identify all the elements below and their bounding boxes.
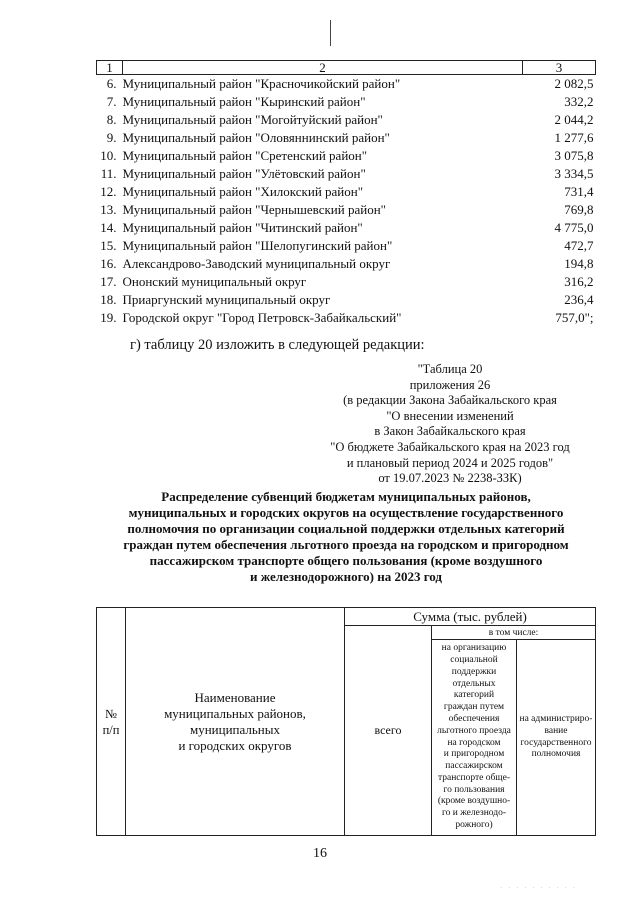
- municipality-name: Муниципальный район "Могойтуйский район": [122, 112, 383, 127]
- column-row-number: [97, 608, 126, 836]
- row-number: 9.: [106, 130, 117, 145]
- column-total: всего: [345, 626, 432, 836]
- text-line: рожного): [455, 820, 493, 831]
- text-line: (в редакции Закона Забайкальского края: [343, 393, 557, 408]
- table-row: [97, 147, 596, 165]
- subvention-amount: 2 082,5: [554, 76, 594, 91]
- text-line: №: [105, 706, 117, 721]
- table-row: [97, 309, 596, 327]
- text-line: полномочия: [531, 749, 581, 760]
- row-number: 6.: [106, 76, 117, 91]
- column-number-1: 1: [97, 61, 123, 75]
- text-line: муниципальных и городских округов на осуществление государственного: [128, 505, 564, 520]
- column-sum-header: Сумма (тыс. рублей): [345, 608, 596, 626]
- text-line: государственного: [520, 737, 592, 748]
- municipality-name: Ононский муниципальный округ: [122, 274, 307, 289]
- text-line: (кроме воздушно-: [437, 796, 511, 807]
- row-number: 19.: [100, 310, 117, 325]
- text-line: го пользования: [443, 784, 505, 795]
- subvention-table-continued: [96, 60, 596, 327]
- column-including-label: в том числе:: [432, 626, 596, 640]
- row-number: 12.: [100, 184, 117, 199]
- table-heading: [96, 489, 596, 585]
- row-number: 15.: [100, 238, 117, 253]
- table-row: [97, 183, 596, 201]
- row-number: 10.: [100, 148, 117, 163]
- text-line: го и железнодо-: [441, 808, 507, 819]
- text-line: от 19.07.2023 № 2238-ЗЗК): [378, 471, 522, 486]
- text-line: транспорте обще-: [437, 772, 510, 783]
- table-row: [97, 75, 596, 94]
- municipality-name: Муниципальный район "Кыринский район": [122, 94, 366, 109]
- text-line: полномочия по организации социальной поддержки отдельных категорий: [127, 521, 565, 536]
- scan-artifact: · · · · · · · · · ·: [500, 884, 578, 892]
- table-body: [97, 75, 596, 328]
- subvention-amount: 2 044,2: [554, 112, 594, 127]
- table-row: [97, 201, 596, 219]
- text-line: граждан путем обеспечения льготного проезда на городском и пригородном: [123, 537, 569, 552]
- text-line: граждан путем: [443, 702, 505, 713]
- text-line: категорий: [453, 690, 495, 701]
- table-row: [97, 129, 596, 147]
- text-line: приложения 26: [409, 377, 491, 392]
- table-row: [97, 219, 596, 237]
- text-line: социальной: [450, 654, 498, 665]
- table-header-row: [97, 61, 596, 75]
- table-row: [97, 255, 596, 273]
- subvention-amount: 731,4: [564, 184, 594, 199]
- table-row: [97, 237, 596, 255]
- text-line: пассажирском транспорте общего пользования (кроме воздушного: [149, 553, 543, 568]
- municipality-name: Городской округ "Город Петровск-Забайкальский": [122, 310, 402, 325]
- row-number: 14.: [100, 220, 117, 235]
- column-social-support: [432, 640, 517, 836]
- top-margin-mark: [330, 20, 331, 46]
- subvention-amount: 1 277,6: [554, 130, 594, 145]
- text-line: вание: [544, 725, 568, 736]
- subvention-amount: 236,4: [564, 292, 594, 307]
- table-20-header: [96, 607, 596, 836]
- text-line: поддержки: [451, 666, 497, 677]
- municipality-name: Муниципальный район "Читинский район": [122, 220, 363, 235]
- table-stamp-block: [300, 362, 600, 487]
- municipality-name: Муниципальный район "Красночикойский район": [122, 76, 401, 91]
- text-line: отдельных: [452, 678, 496, 689]
- text-line: на организацию: [441, 643, 507, 654]
- text-line: и железнодорожного) на 2023 год: [250, 569, 442, 584]
- table-row: [97, 111, 596, 129]
- subvention-amount: 769,8: [564, 202, 594, 217]
- text-line: "Таблица 20: [417, 362, 483, 376]
- table-row: [97, 93, 596, 111]
- row-number: 7.: [106, 94, 117, 109]
- subvention-amount: 472,7: [564, 238, 594, 253]
- municipality-name: Приаргунский муниципальный округ: [122, 292, 331, 307]
- subvention-amount: 194,8: [564, 256, 594, 271]
- text-line: "О бюджете Забайкальского края на 2023 год: [330, 439, 570, 454]
- text-line: обеспечения: [448, 713, 500, 724]
- subvention-amount: 3 334,5: [554, 166, 594, 181]
- text-line: Наименование: [194, 689, 276, 705]
- text-line: и пригородном: [443, 749, 505, 760]
- municipality-name: Муниципальный район "Оловяннинский район": [122, 130, 390, 145]
- text-line: на городском: [447, 737, 501, 748]
- table-row: [97, 291, 596, 309]
- row-number: 18.: [100, 292, 117, 307]
- row-number: 17.: [100, 274, 117, 289]
- row-number: 16.: [100, 256, 117, 271]
- column-administration: [517, 640, 596, 836]
- municipality-name: Муниципальный район "Чернышевский район": [122, 202, 386, 217]
- text-line: "О внесении изменений: [386, 408, 514, 423]
- text-line: муниципальных: [189, 721, 280, 737]
- municipality-name: Муниципальный район "Сретенский район": [122, 148, 368, 163]
- text-line: пассажирском: [445, 761, 503, 772]
- subvention-amount: 757,0";: [555, 310, 594, 325]
- text-line: на администриро-: [519, 713, 593, 724]
- subvention-amount: 332,2: [564, 94, 594, 109]
- text-line: льготного проезда: [437, 725, 511, 736]
- municipality-name: Муниципальный район "Шелопугинский район": [122, 238, 393, 253]
- subvention-amount: 4 775,0: [554, 220, 594, 235]
- table-row: [97, 165, 596, 183]
- municipality-name: Александрово-Заводский муниципальный округ: [122, 256, 391, 271]
- text-line: и городских округов: [178, 737, 292, 753]
- text-line: п/п: [102, 722, 120, 737]
- municipality-name: Муниципальный район "Хилокский район": [122, 184, 364, 199]
- page-number: 16: [313, 846, 327, 861]
- text-line: муниципальных районов,: [164, 705, 306, 721]
- column-municipality-name: [126, 608, 345, 836]
- subvention-amount: 316,2: [564, 274, 594, 289]
- column-number-2: 2: [123, 61, 523, 75]
- row-number: 8.: [106, 112, 117, 127]
- row-number: 13.: [100, 202, 117, 217]
- table-row: [97, 273, 596, 291]
- subvention-amount: 3 075,8: [554, 148, 594, 163]
- text-line: в Закон Забайкальского края: [374, 424, 526, 439]
- amendment-instruction: г) таблицу 20 изложить в следующей редакции:: [130, 337, 425, 353]
- text-line: и плановый период 2024 и 2025 годов": [346, 455, 554, 470]
- row-number: 11.: [100, 166, 117, 181]
- column-number-3: 3: [523, 61, 596, 75]
- municipality-name: Муниципальный район "Улётовский район": [122, 166, 366, 181]
- text-line: Распределение субвенций бюджетам муниципальных районов,: [161, 489, 531, 504]
